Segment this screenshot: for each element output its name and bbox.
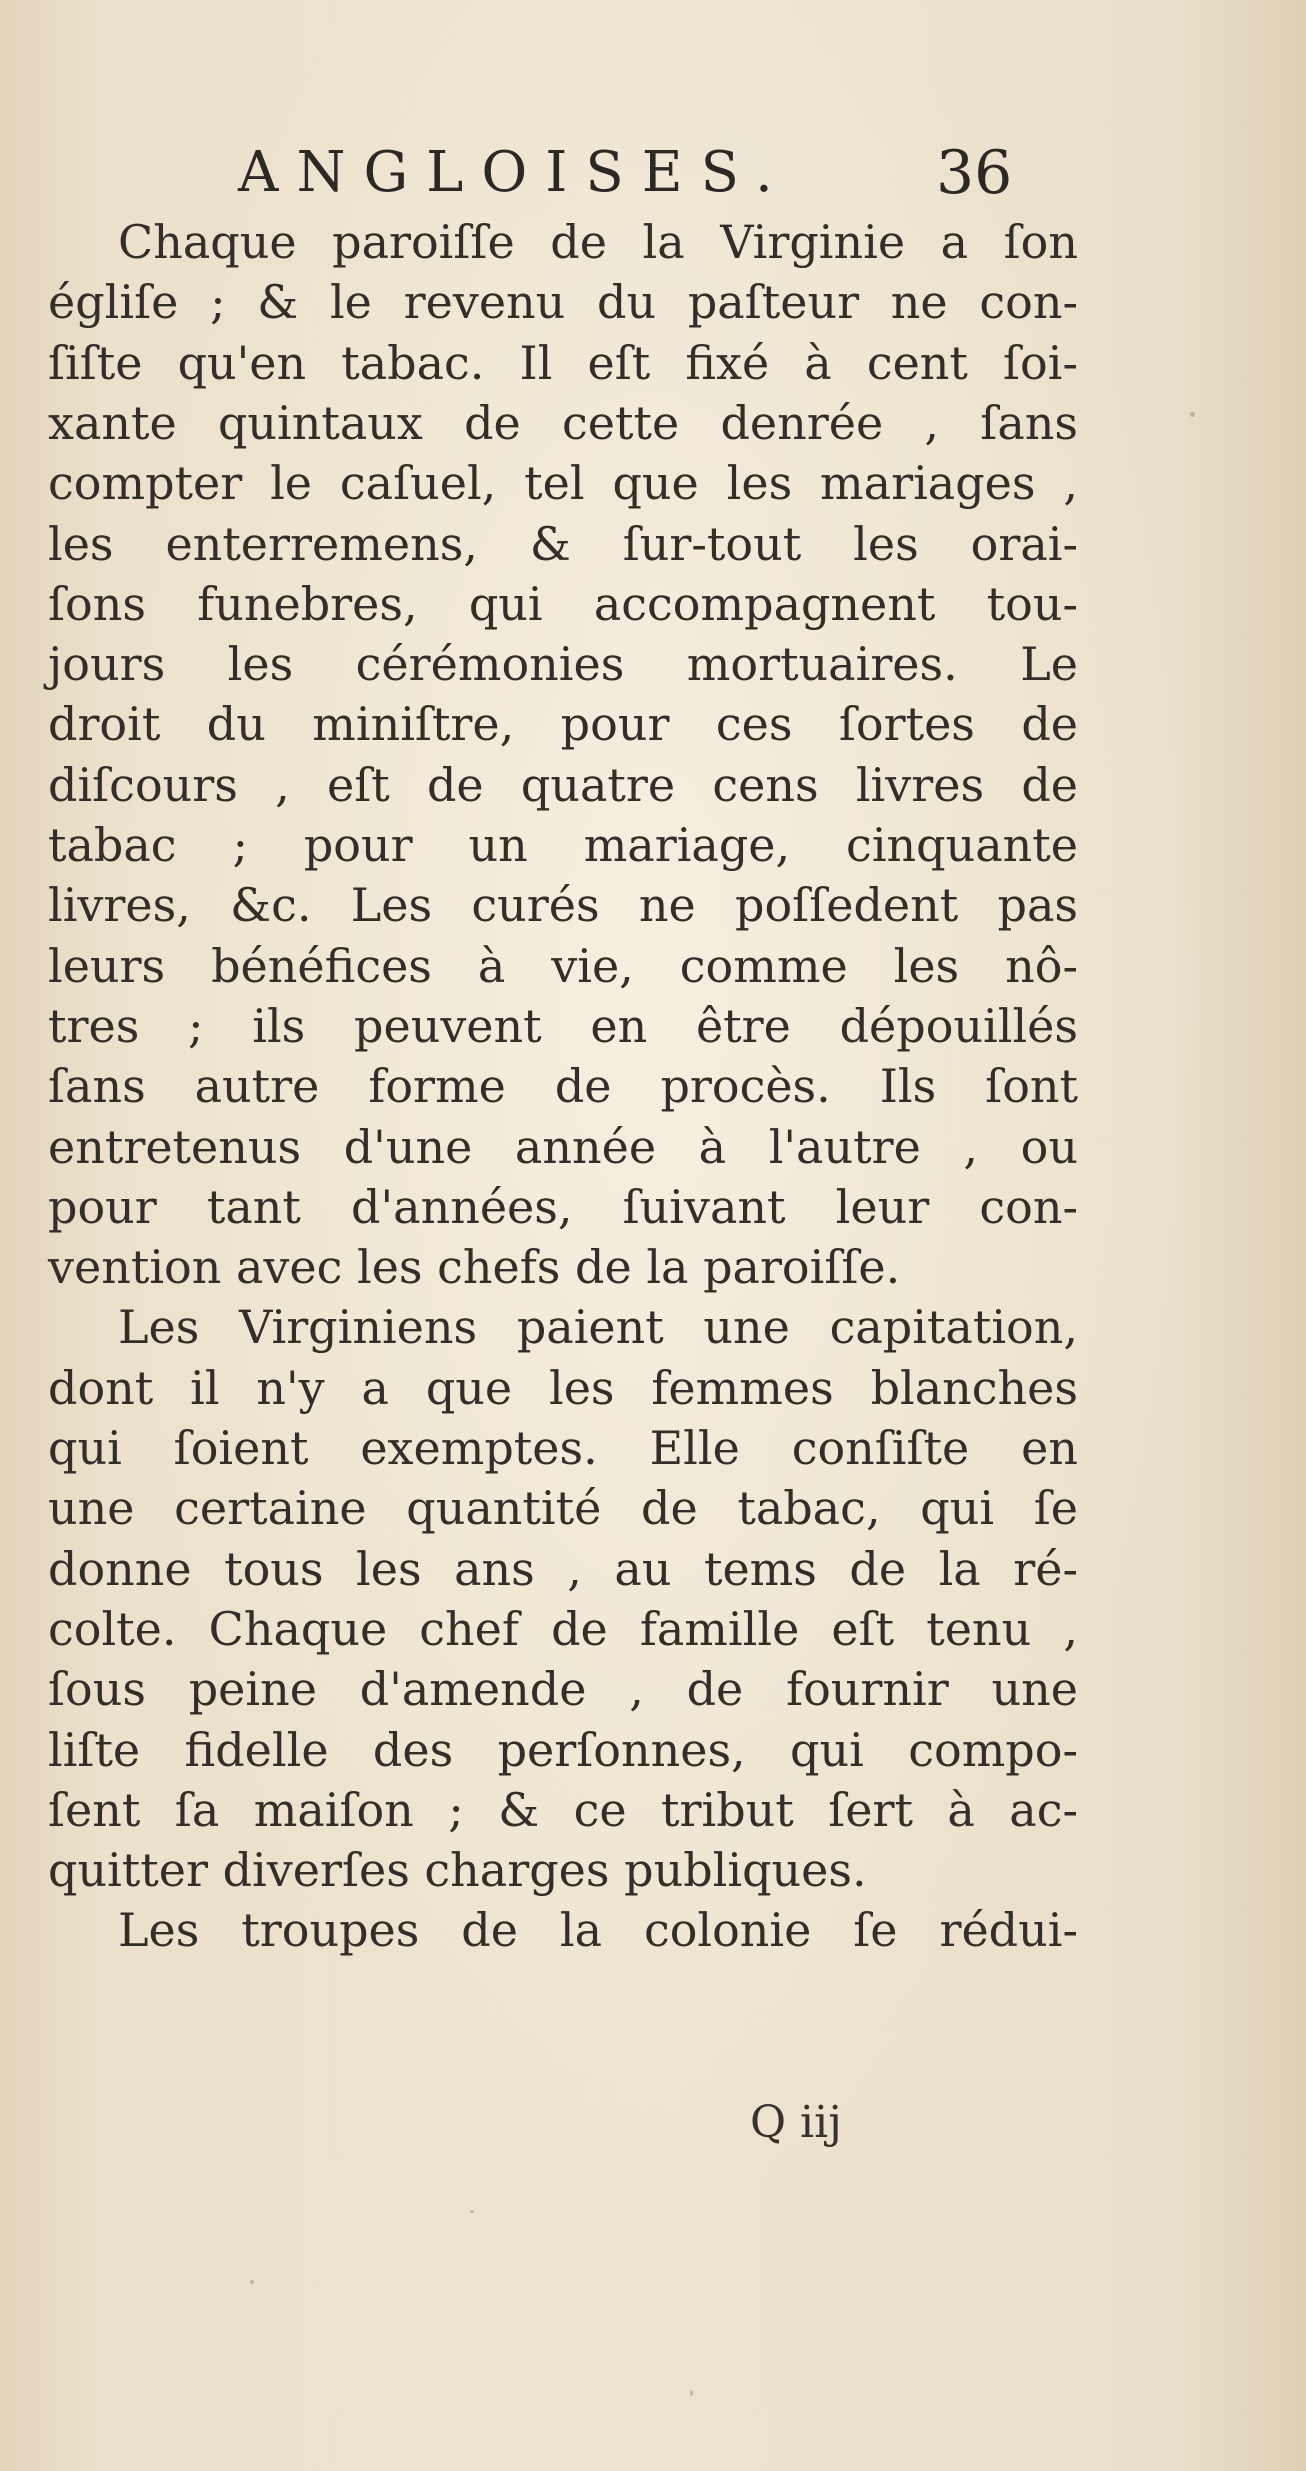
text-line: ſans autre forme de procès. Ils ſont	[48, 1059, 1078, 1114]
text-line: dont il n'y a que les femmes blanches	[48, 1360, 1078, 1415]
text-line: colte. Chaque chef de famille eſt tenu ,	[48, 1601, 1078, 1656]
text-line: droit du miniſtre, pour ces ſortes de	[48, 697, 1078, 752]
text-line: ſous peine d'amende , de fournir une	[48, 1662, 1078, 1717]
paper-speck	[250, 2280, 254, 2284]
text-line: ſiſte qu'en tabac. Il eſt fixé à cent ſoi-	[48, 335, 1078, 390]
text-line: jours les cérémonies mortuaires. Le	[48, 637, 1078, 692]
text-line: pour tant d'années, ſuivant leur con-	[48, 1179, 1078, 1234]
text-line: compter le caſuel, tel que les mariages ,	[48, 456, 1078, 511]
text-line: tabac ; pour un mariage, cinquante	[48, 818, 1078, 872]
text-line: Chaque paroiſſe de la Virginie a ſon	[118, 215, 1078, 269]
text-line: ſons funebres, qui accompagnent tou-	[48, 576, 1078, 631]
text-line: diſcours , eſt de quatre cens livres de	[48, 757, 1078, 812]
signature-mark: Q iij	[750, 2097, 842, 2148]
text-line: Les troupes de la colonie ſe rédui-	[118, 1903, 1078, 1958]
text-line: livres, &c. Les curés ne poſſedent pas	[48, 878, 1078, 933]
text-line: qui ſoient exemptes. Elle conſiſte en	[48, 1421, 1078, 1475]
text-line: liſte fidelle des perſonnes, qui compo-	[48, 1722, 1078, 1777]
text-line: une certaine quantité de tabac, qui ſe	[48, 1481, 1078, 1536]
text-line: entretenus d'une année à l'autre , ou	[48, 1119, 1078, 1174]
text-line: Les Virginiens paient une capitation,	[118, 1300, 1078, 1355]
running-head	[48, 140, 1048, 210]
text-line: vention avec les chefs de la paroiſſe.	[48, 1240, 901, 1295]
text-line: égliſe ; & le revenu du paſteur ne con-	[48, 275, 1078, 330]
text-line: leurs bénéfices à vie, comme les nô-	[48, 938, 1078, 993]
paper-speck	[690, 2390, 693, 2396]
paper-speck	[470, 2210, 474, 2213]
text-line: tres ; ils peuvent en être dépouillés	[48, 998, 1078, 1053]
text-line: donne tous les ans , au tems de la ré-	[48, 1541, 1078, 1596]
text-line: quitter diverſes charges publiques.	[48, 1843, 867, 1898]
page-number: 36	[936, 138, 1013, 208]
text-line: les enterremens, & ſur-tout les orai-	[48, 516, 1078, 571]
running-head-title: ANGLOISES.	[238, 140, 791, 205]
text-line: xante quintaux de cette denrée , ſans	[48, 395, 1078, 450]
text-line: ſent ſa maiſon ; & ce tribut ſert à ac-	[48, 1782, 1078, 1837]
paper-speck	[1190, 412, 1195, 417]
